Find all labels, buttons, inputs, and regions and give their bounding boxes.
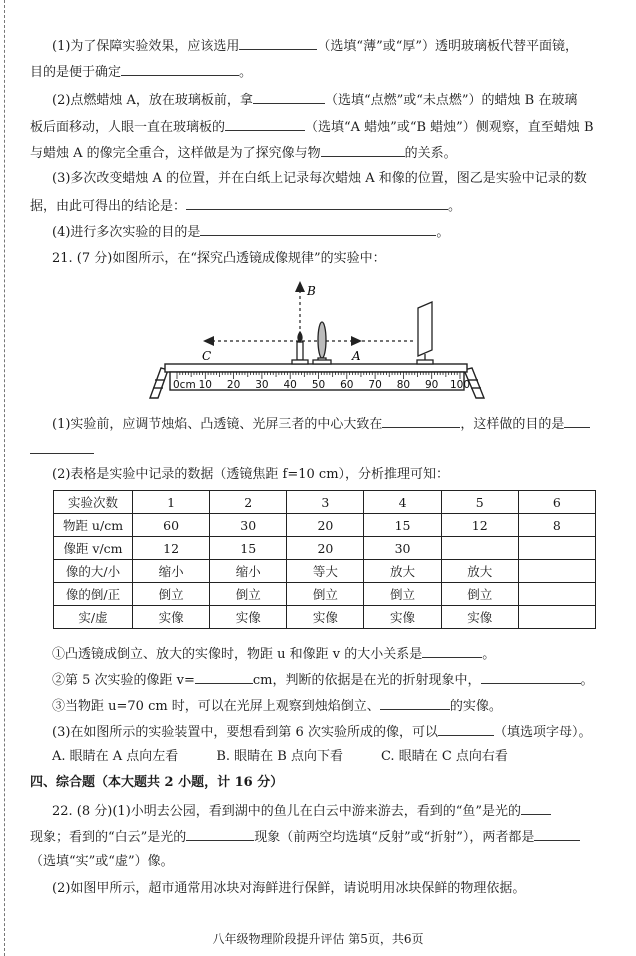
answer-blank[interactable] bbox=[422, 644, 482, 658]
table-cell bbox=[518, 583, 595, 606]
answer-blank[interactable] bbox=[321, 143, 405, 157]
table-row bbox=[54, 560, 596, 583]
answer-blank[interactable] bbox=[186, 827, 254, 841]
table-cell: 8 bbox=[518, 514, 595, 537]
ruler-label: 20 bbox=[226, 379, 241, 391]
q20-part2-line2: 板后面移动，人眼一直在玻璃板的 （选填“A 蜡烛”或“B 蜡烛”）侧观察，直至蜡烛 B bbox=[30, 117, 614, 135]
q22-part1-line1: 22. (8 分)(1)小明去公园，看到湖中的鱼儿在白云中游来游去，看到的“鱼”是光的 bbox=[52, 801, 614, 819]
table-cell: 物距 u/cm bbox=[54, 514, 133, 537]
q21-conclusion-3: ③当物距 u=70 cm 时，可以在光屏上观察到烛焰倒立、 的实像。 bbox=[52, 696, 614, 714]
q20-part4-line: (4)进行多次实验的目的是 。 bbox=[52, 222, 614, 240]
table-cell: 倒立 bbox=[133, 583, 210, 606]
table-cell: 像的倒/正 bbox=[54, 583, 133, 606]
table-row bbox=[54, 514, 596, 537]
table-cell: 1 bbox=[133, 491, 210, 514]
optical-bench-figure bbox=[0, 270, 636, 410]
candle-icon bbox=[292, 332, 308, 364]
table-cell: 实验次数 bbox=[54, 491, 133, 514]
table-cell: 20 bbox=[287, 514, 364, 537]
table-cell: 12 bbox=[441, 514, 518, 537]
table-cell[interactable] bbox=[441, 537, 518, 560]
q20-part2-line3: 与蜡烛 A 的像完全重合，这样做是为了探究像与物 的关系。 bbox=[30, 143, 614, 161]
table-cell: 15 bbox=[364, 514, 441, 537]
ruler-label: 100 bbox=[449, 379, 471, 391]
table-row bbox=[54, 606, 596, 629]
q22-part1-line3: （选填“实”或“虚”）像。 bbox=[30, 854, 174, 869]
answer-blank[interactable] bbox=[186, 196, 448, 210]
experiment-data-table bbox=[53, 490, 596, 629]
q21-part3: (3)在如图所示的实验装置中，要想看到第 6 次实验所成的像，可以 （填选项字母）。 bbox=[52, 722, 614, 740]
q21-part1-line2 bbox=[30, 440, 614, 458]
q21-conclusion-1: ①凸透镜成倒立、放大的实像时，物距 u 和像距 v 的大小关系是 。 bbox=[52, 644, 614, 662]
bench-rail bbox=[165, 364, 467, 372]
table-cell: 4 bbox=[364, 491, 441, 514]
q22-part2: (2)如图甲所示，超市通常用冰块对海鲜进行保鲜，请说明用冰块保鲜的物理依据。 bbox=[52, 881, 526, 896]
table-row bbox=[54, 583, 596, 606]
answer-blank[interactable] bbox=[30, 440, 94, 454]
option-a[interactable]: A. 眼睛在 A 点向左看 bbox=[52, 749, 179, 764]
table-cell: 20 bbox=[287, 537, 364, 560]
convex-lens-icon bbox=[313, 322, 331, 364]
answer-blank[interactable] bbox=[564, 414, 590, 428]
table-header-row bbox=[54, 491, 596, 514]
answer-blank[interactable] bbox=[380, 696, 450, 710]
arrow-right-icon bbox=[351, 336, 362, 346]
table-cell: 3 bbox=[287, 491, 364, 514]
table-cell: 5 bbox=[441, 491, 518, 514]
ruler-label: 60 bbox=[340, 379, 354, 391]
table-cell: 放大 bbox=[441, 560, 518, 583]
table-cell: 倒立 bbox=[210, 583, 287, 606]
q21-part2-title: (2)表格是实验中记录的数据（透镜焦距 f=10 cm），分析推理可知： bbox=[52, 467, 450, 482]
q20-part1-line1: (1)为了保障实验效果，应该选用 （选填“薄”或“厚”）透明玻璃板代替平面镜， bbox=[52, 36, 614, 54]
answer-blank[interactable] bbox=[121, 62, 239, 76]
table-cell: 缩小 bbox=[210, 560, 287, 583]
table-cell: 实像 bbox=[210, 606, 287, 629]
table-cell bbox=[518, 560, 595, 583]
table-cell: 实像 bbox=[287, 606, 364, 629]
ruler-label: 80 bbox=[396, 379, 411, 391]
table-cell: 倒立 bbox=[287, 583, 364, 606]
section-4-heading: 四、综合题（本大题共 2 小题，计 16 分） bbox=[30, 775, 284, 790]
q20-part2-line1: (2)点燃蜡烛 A，放在玻璃板前，拿 （选填“点燃”或“未点燃”）的蜡烛 B 在玻璃 bbox=[52, 90, 614, 108]
q20-part3-line2: 据，由此可得出的结论是： 。 bbox=[30, 196, 614, 214]
answer-blank[interactable] bbox=[200, 222, 436, 236]
answer-blank[interactable] bbox=[438, 722, 494, 736]
table-cell: 缩小 bbox=[133, 560, 210, 583]
ruler-label: 40 bbox=[283, 379, 297, 391]
table-cell: 12 bbox=[133, 537, 210, 560]
ruler-label: 10 bbox=[198, 379, 212, 391]
table-cell: 30 bbox=[364, 537, 441, 560]
table-cell: 实像 bbox=[364, 606, 441, 629]
table-cell: 6 bbox=[518, 491, 595, 514]
option-c[interactable]: C. 眼睛在 C 点向右看 bbox=[380, 749, 508, 764]
label-a: A bbox=[352, 349, 361, 363]
label-b: B bbox=[307, 284, 316, 298]
q22-part1-line2: 现象；看到的“白云”是光的 现象（前两空均选填“反射”或“折射”），两者都是 bbox=[30, 827, 614, 845]
answer-blank[interactable] bbox=[521, 801, 551, 815]
table-cell: 30 bbox=[210, 514, 287, 537]
light-screen-icon bbox=[417, 302, 433, 364]
label-c: C bbox=[202, 349, 212, 363]
q20-part3-line1: (3)多次改变蜡烛 A 的位置，并在白纸上记录每次蜡烛 A 和像的位置，图乙是实验中记录的数 bbox=[52, 171, 587, 186]
page-footer: 八年级物理阶段提升评估 第5页，共6页 bbox=[212, 932, 424, 946]
answer-blank[interactable] bbox=[195, 670, 253, 684]
answer-blank[interactable] bbox=[253, 90, 325, 104]
table-cell bbox=[518, 606, 595, 629]
answer-blank[interactable] bbox=[481, 670, 581, 684]
table-cell: 实像 bbox=[133, 606, 210, 629]
answer-blank[interactable] bbox=[382, 414, 460, 428]
q21-part1-line1: (1)实验前，应调节烛焰、凸透镜、光屏三者的中心大致在 ，这样做的目的是 bbox=[52, 414, 614, 432]
table-cell: 实像 bbox=[441, 606, 518, 629]
table-row bbox=[54, 537, 596, 560]
q21-options bbox=[52, 748, 614, 766]
option-b[interactable]: B. 眼睛在 B 点向下看 bbox=[216, 749, 343, 764]
table-cell: 倒立 bbox=[441, 583, 518, 606]
arrow-up-icon bbox=[295, 281, 305, 292]
arrow-left-icon bbox=[203, 336, 214, 346]
q21-title: 21. (7 分)如图所示，在“探究凸透镜成像规律”的实验中： bbox=[52, 251, 386, 266]
table-cell: 放大 bbox=[364, 560, 441, 583]
q20-part1-line2: 目的是便于确定 。 bbox=[30, 62, 614, 80]
table-cell bbox=[518, 537, 595, 560]
table-cell: 实/虚 bbox=[54, 606, 133, 629]
ruler-label: 90 bbox=[425, 379, 439, 391]
ruler-label: 30 bbox=[255, 379, 269, 391]
binding-line bbox=[4, 0, 5, 956]
table-cell: 2 bbox=[210, 491, 287, 514]
q21-conclusion-2: ②第 5 次实验的像距 v= cm，判断的依据是在光的折射现象中， 。 bbox=[52, 670, 614, 688]
table-cell: 倒立 bbox=[364, 583, 441, 606]
table-cell: 等大 bbox=[287, 560, 364, 583]
ruler-label: 70 bbox=[368, 379, 382, 391]
table-cell: 像的大/小 bbox=[54, 560, 133, 583]
table-cell: 15 bbox=[210, 537, 287, 560]
ruler-label: 0cm bbox=[173, 379, 196, 391]
table-cell: 60 bbox=[133, 514, 210, 537]
table-cell: 像距 v/cm bbox=[54, 537, 133, 560]
answer-blank[interactable] bbox=[225, 117, 305, 131]
answer-blank[interactable] bbox=[534, 827, 580, 841]
answer-blank[interactable] bbox=[239, 36, 317, 50]
ruler-label: 50 bbox=[311, 379, 326, 391]
